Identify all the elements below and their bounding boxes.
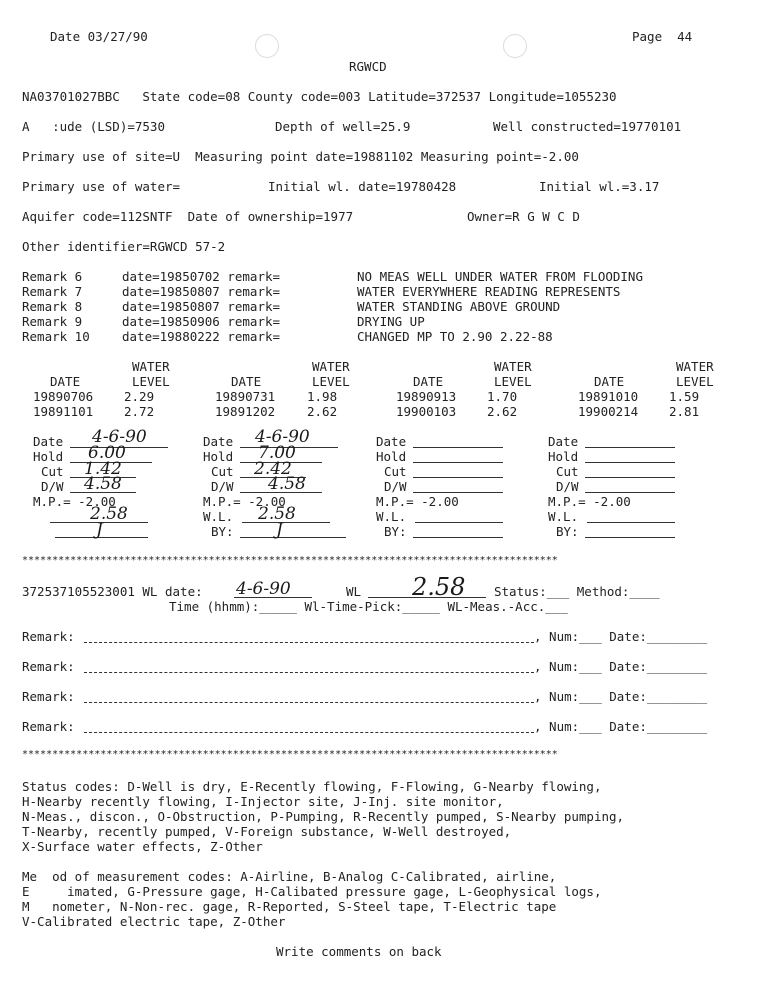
remark-entry-tail[interactable]: , Num:___ Date:________ <box>534 689 708 704</box>
form-date-value: 4-6-90 <box>255 427 310 447</box>
remark-entry-line[interactable] <box>84 672 534 673</box>
wl-label: WL <box>346 584 362 599</box>
form-dw-label: D/W <box>556 479 579 494</box>
level-header: LEVEL <box>494 374 532 389</box>
remark-entry-tail[interactable]: , Num:___ Date:________ <box>534 629 708 644</box>
date-header: DATE <box>231 374 262 389</box>
remark-date: date=19850702 remark= <box>122 269 281 284</box>
water-header: WATER <box>312 359 350 374</box>
form-wl-value: 2.58 <box>90 504 128 524</box>
remark-entry-label: Remark: <box>22 719 75 734</box>
altitude: A :ude (LSD)=7530 <box>22 119 165 134</box>
form-hold-line <box>585 462 675 463</box>
wl-level: 2.72 <box>124 404 155 419</box>
form-mp-label: M.P.= -2.00 <box>203 494 286 509</box>
page-number: Page 44 <box>632 29 693 44</box>
remark-entry-tail[interactable]: , Num:___ Date:________ <box>534 719 708 734</box>
method-code-line: Me od of measurement codes: A-Airline, B-Analog C-Calibrated, airline, <box>22 869 557 884</box>
wl-level: 2.62 <box>487 404 518 419</box>
form-cut-value: 1.42 <box>84 459 122 479</box>
date-header: DATE <box>594 374 625 389</box>
date-header: DATE <box>413 374 444 389</box>
punch-hole-right <box>503 34 527 58</box>
form-cut-label: Cut <box>556 464 579 479</box>
wl-date: 19890706 <box>33 389 94 404</box>
form-dw-value: 4.58 <box>268 474 306 494</box>
asterisk-divider: ***************************************************************************************** <box>22 749 558 760</box>
form-hold-value: 6.00 <box>88 443 126 463</box>
form-wl-label: W.L. <box>203 509 234 524</box>
remark-text: WATER EVERYWHERE READING REPRESENTS <box>357 284 621 299</box>
form-by-value: J <box>96 520 103 540</box>
form-date-line <box>585 447 675 448</box>
form-wl-line <box>415 522 503 523</box>
remark-date: date=19850906 remark= <box>122 314 281 329</box>
punch-hole-left <box>255 34 279 58</box>
form-date-value: 4-6-90 <box>92 427 147 447</box>
form-date-label: Date <box>203 434 234 449</box>
form-dw-line <box>585 492 675 493</box>
wl-level: 1.98 <box>307 389 338 404</box>
date-header: DATE <box>50 374 81 389</box>
level-header: LEVEL <box>132 374 170 389</box>
form-date-label: Date <box>548 434 579 449</box>
form-dw-label: D/W <box>41 479 64 494</box>
remark-label: Remark 7 <box>22 284 90 299</box>
level-header: LEVEL <box>676 374 714 389</box>
status-code-line: T-Nearby, recently pumped, V-Foreign substance, W-Well destroyed, <box>22 824 512 839</box>
asterisk-divider: ***************************************************************************************** <box>22 555 558 566</box>
form-by-value: J <box>276 520 283 540</box>
remark-date: date=19850807 remark= <box>122 299 281 314</box>
form-cut-value: 2.42 <box>254 459 292 479</box>
wl-date: 19900103 <box>396 404 457 419</box>
form-mp-label: M.P.= -2.00 <box>376 494 459 509</box>
remark-label: Remark 6 <box>22 269 90 284</box>
remark-date: date=19880222 remark= <box>122 329 281 344</box>
form-cut-line <box>585 477 675 478</box>
form-mp-label: M.P.= -2.00 <box>33 494 116 509</box>
entry-site-id: 372537105523001 WL date: <box>22 584 203 599</box>
form-date-line <box>413 447 503 448</box>
form-hold-label: Hold <box>376 449 407 464</box>
form-by-line <box>413 537 503 538</box>
remark-entry-label: Remark: <box>22 659 75 674</box>
wl-date: 19890731 <box>215 389 276 404</box>
remark-date: date=19850807 remark= <box>122 284 281 299</box>
water-header: WATER <box>676 359 714 374</box>
remark-entry-tail[interactable]: , Num:___ Date:________ <box>534 659 708 674</box>
remark-label: Remark 8 <box>22 299 90 314</box>
form-dw-label: D/W <box>211 479 234 494</box>
status-code-line: X-Surface water effects, Z-Other <box>22 839 263 854</box>
depth-of-well: Depth of well=25.9 <box>275 119 411 134</box>
status-code-line: H-Nearby recently flowing, I-Injector site, J-Inj. site monitor, <box>22 794 504 809</box>
form-mp-label: M.P.= -2.00 <box>548 494 631 509</box>
remark-label: Remark 10 <box>22 329 90 344</box>
owner: Owner=R G W C D <box>467 209 580 224</box>
status-code-line: Status codes: D-Well is dry, E-Recently flowing, F-Flowing, G-Nearby flowing, <box>22 779 602 794</box>
wl-date: 19891202 <box>215 404 276 419</box>
initial-wl-date: Initial wl. date=19780428 <box>268 179 457 194</box>
remark-label: Remark 9 <box>22 314 90 329</box>
remark-entry-label: Remark: <box>22 689 75 704</box>
wl-level: 2.29 <box>124 389 155 404</box>
form-hold-label: Hold <box>548 449 579 464</box>
wl-date-value[interactable]: 4-6-90 <box>236 579 291 599</box>
level-header: LEVEL <box>312 374 350 389</box>
form-dw-label: D/W <box>384 479 407 494</box>
wl-level: 1.70 <box>487 389 518 404</box>
remark-text: WATER STANDING ABOVE GROUND <box>357 299 561 314</box>
primary-use-water: Primary use of water= <box>22 179 181 194</box>
wl-value[interactable]: 2.58 <box>412 573 466 601</box>
form-cut-label: Cut <box>211 464 234 479</box>
form-by-line <box>240 537 346 538</box>
form-hold-value: 7.00 <box>258 443 296 463</box>
form-wl-line <box>587 522 675 523</box>
well-constructed: Well constructed=19770101 <box>493 119 682 134</box>
form-dw-value: 4.58 <box>84 474 122 494</box>
report-date: Date 03/27/90 <box>50 29 148 44</box>
form-date-label: Date <box>33 434 64 449</box>
form-by-label: BY: <box>384 524 407 539</box>
remark-entry-line[interactable] <box>84 732 534 733</box>
form-hold-line <box>413 462 503 463</box>
form-hold-label: Hold <box>33 449 64 464</box>
remark-entry-line[interactable] <box>84 642 534 643</box>
form-cut-label: Cut <box>41 464 64 479</box>
form-wl-label: W.L. <box>376 509 407 524</box>
time-line[interactable]: Time (hhmm):_____ Wl-Time-Pick:_____ WL-Meas.-Acc.___ <box>169 599 568 614</box>
wl-level: 1.59 <box>669 389 700 404</box>
form-by-label: BY: <box>211 524 234 539</box>
remark-entry-label: Remark: <box>22 629 75 644</box>
wl-level: 2.81 <box>669 404 700 419</box>
wl-level: 2.62 <box>307 404 338 419</box>
method-code-line: V-Calibrated electric tape, Z-Other <box>22 914 286 929</box>
method-code-line: M nometer, N-Non-rec. gage, R-Reported, S-Steel tape, T-Electric tape <box>22 899 557 914</box>
form-dw-line <box>413 492 503 493</box>
primary-use-site: Primary use of site=U Measuring point date=19881102 Measuring point=-2.00 <box>22 149 579 164</box>
footer-note: Write comments on back <box>276 944 442 959</box>
remark-text: NO MEAS WELL UNDER WATER FROM FLOODING <box>357 269 643 284</box>
form-cut-label: Cut <box>384 464 407 479</box>
form-cut-line <box>413 477 503 478</box>
remark-text: DRYING UP <box>357 314 425 329</box>
other-identifier: Other identifier=RGWCD 57-2 <box>22 239 226 254</box>
method-code-line: E imated, G-Pressure gage, H-Calibated pressure gage, L-Geophysical logs, <box>22 884 602 899</box>
initial-wl: Initial wl.=3.17 <box>539 179 660 194</box>
wl-date: 19890913 <box>396 389 457 404</box>
form-date-label: Date <box>376 434 407 449</box>
water-header: WATER <box>494 359 532 374</box>
remark-text: CHANGED MP TO 2.90 2.22-88 <box>357 329 553 344</box>
remark-entry-line[interactable] <box>84 702 534 703</box>
water-header: WATER <box>132 359 170 374</box>
wl-date: 19891010 <box>578 389 639 404</box>
form-wl-label: W.L. <box>548 509 579 524</box>
site-id-line: NA03701027BBC State code=08 County code=003 Latitude=372537 Longitude=1055230 <box>22 89 617 104</box>
form-hold-label: Hold <box>203 449 234 464</box>
aquifer-code: Aquifer code=112SNTF Date of ownership=1977 <box>22 209 354 224</box>
wl-date: 19891101 <box>33 404 94 419</box>
status-method[interactable]: Status:___ Method:____ <box>494 584 660 599</box>
form-by-line <box>585 537 675 538</box>
form-by-label: BY: <box>556 524 579 539</box>
form-wl-value: 2.58 <box>258 504 296 524</box>
status-code-line: N-Meas., discon., O-Obstruction, P-Pumping, R-Recently pumped, S-Nearby pumping, <box>22 809 625 824</box>
agency-title: RGWCD <box>349 59 387 74</box>
wl-date: 19900214 <box>578 404 639 419</box>
